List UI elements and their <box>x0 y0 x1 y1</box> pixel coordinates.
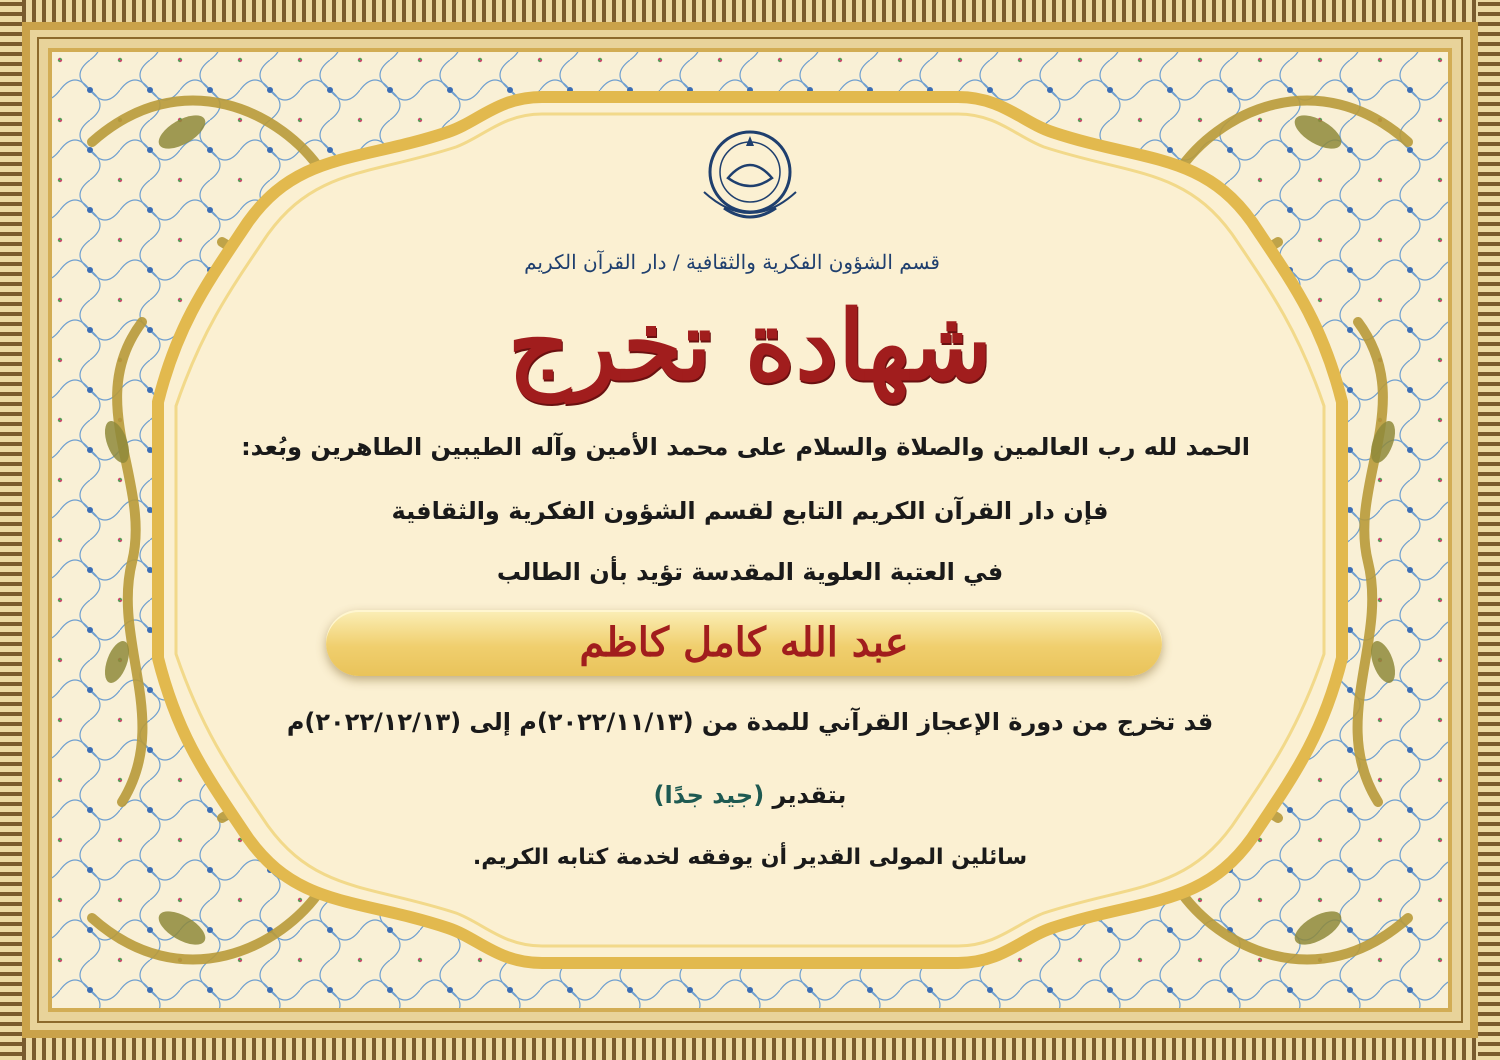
grade-line <box>250 781 1250 809</box>
grade-value: (جيد جدًا) <box>653 781 765 809</box>
closing-prayer: سائلين المولى القدير أن يوفقه لخدمة كتابه الكريم. <box>472 845 1028 870</box>
shrine-line: في العتبة العلوية المقدسة تؤيد بأن الطالب <box>496 558 1004 586</box>
department-subheading: قسم الشؤون الفكرية والثقافية / دار القرآن الكريم <box>524 250 940 274</box>
shrine-seal-icon <box>684 122 816 230</box>
course-period-line: قد تخرج من دورة الإعجاز القرآني للمدة من (٢٠٢٢/١١/١٣)م إلى (٢٠٢٢/١٢/١٣)م <box>286 708 1214 736</box>
issuer-line: فإن دار القرآن الكريم التابع لقسم الشؤون الفكرية والثقافية <box>391 497 1109 525</box>
grade-prefix: بتقدير <box>772 781 847 809</box>
certificate-title: شهادة تخرج <box>507 289 993 402</box>
student-name: عبد الله كامل كاظم <box>579 619 909 666</box>
opening-praise: الحمد لله رب العالمين والصلاة والسلام على محمد الأمين وآله الطيبين الطاهرين وبُعد: <box>241 433 1250 461</box>
